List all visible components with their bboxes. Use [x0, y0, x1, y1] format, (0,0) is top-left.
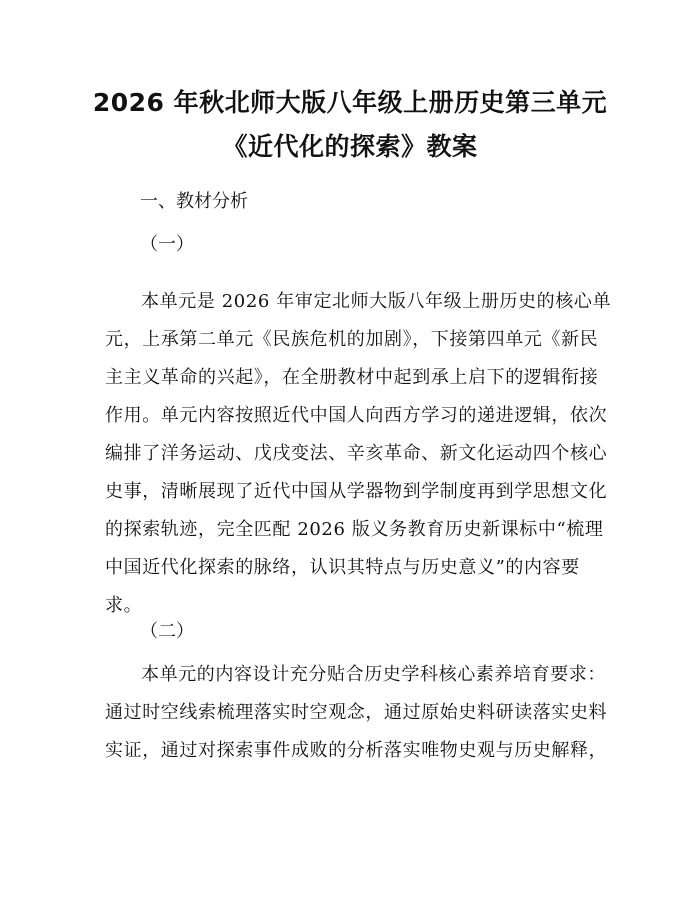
- paragraph-line: 的探索轨迹，完全匹配 2026 版义务教育历史新课标中“梳理: [105, 519, 604, 540]
- paragraph-unit-position: [105, 283, 612, 625]
- paragraph-line: 作用。单元内容按照近代中国人向西方学习的递进逻辑，依次: [105, 405, 608, 426]
- subsection-heading-2: （二）: [140, 621, 194, 642]
- paragraph-line: 实证，通过对探索事件成败的分析落实唯物史观与历史解释，: [105, 740, 608, 761]
- section-heading-textbook-analysis: 一、教材分析: [140, 191, 248, 212]
- paragraph-line: 通过时空线索梳理落实时空观念，通过原始史料研读落实史料: [105, 702, 608, 723]
- document-title-line-1: 2026 年秋北师大版八年级上册历史第三单元: [92, 88, 608, 117]
- paragraph-line: 中国近代化探索的脉络，认识其特点与历史意义”的内容要: [105, 557, 580, 578]
- subsection-heading-1: （一）: [140, 234, 194, 255]
- paragraph-line: 本单元的内容设计充分贴合历史学科核心素养培育要求：: [141, 664, 606, 685]
- paragraph-line: 求。: [105, 595, 143, 616]
- paragraph-core-literacy: [105, 656, 608, 770]
- paragraph-line: 史事，清晰展现了近代中国从学器物到学制度再到学思想文化: [105, 481, 608, 502]
- paragraph-line: 本单元是 2026 年审定北师大版八年级上册历史的核心单: [141, 291, 612, 312]
- document-title-line-2: 《近代化的探索》教案: [222, 132, 478, 161]
- paragraph-line: 元，上承第二单元《民族危机的加剧》，下接第四单元《新民: [105, 329, 599, 350]
- paragraph-line: 主主义革命的兴起》，在全册教材中起到承上启下的逻辑衔接: [105, 367, 599, 388]
- paragraph-line: 编排了洋务运动、戊戌变法、辛亥革命、新文化运动四个核心: [105, 443, 608, 464]
